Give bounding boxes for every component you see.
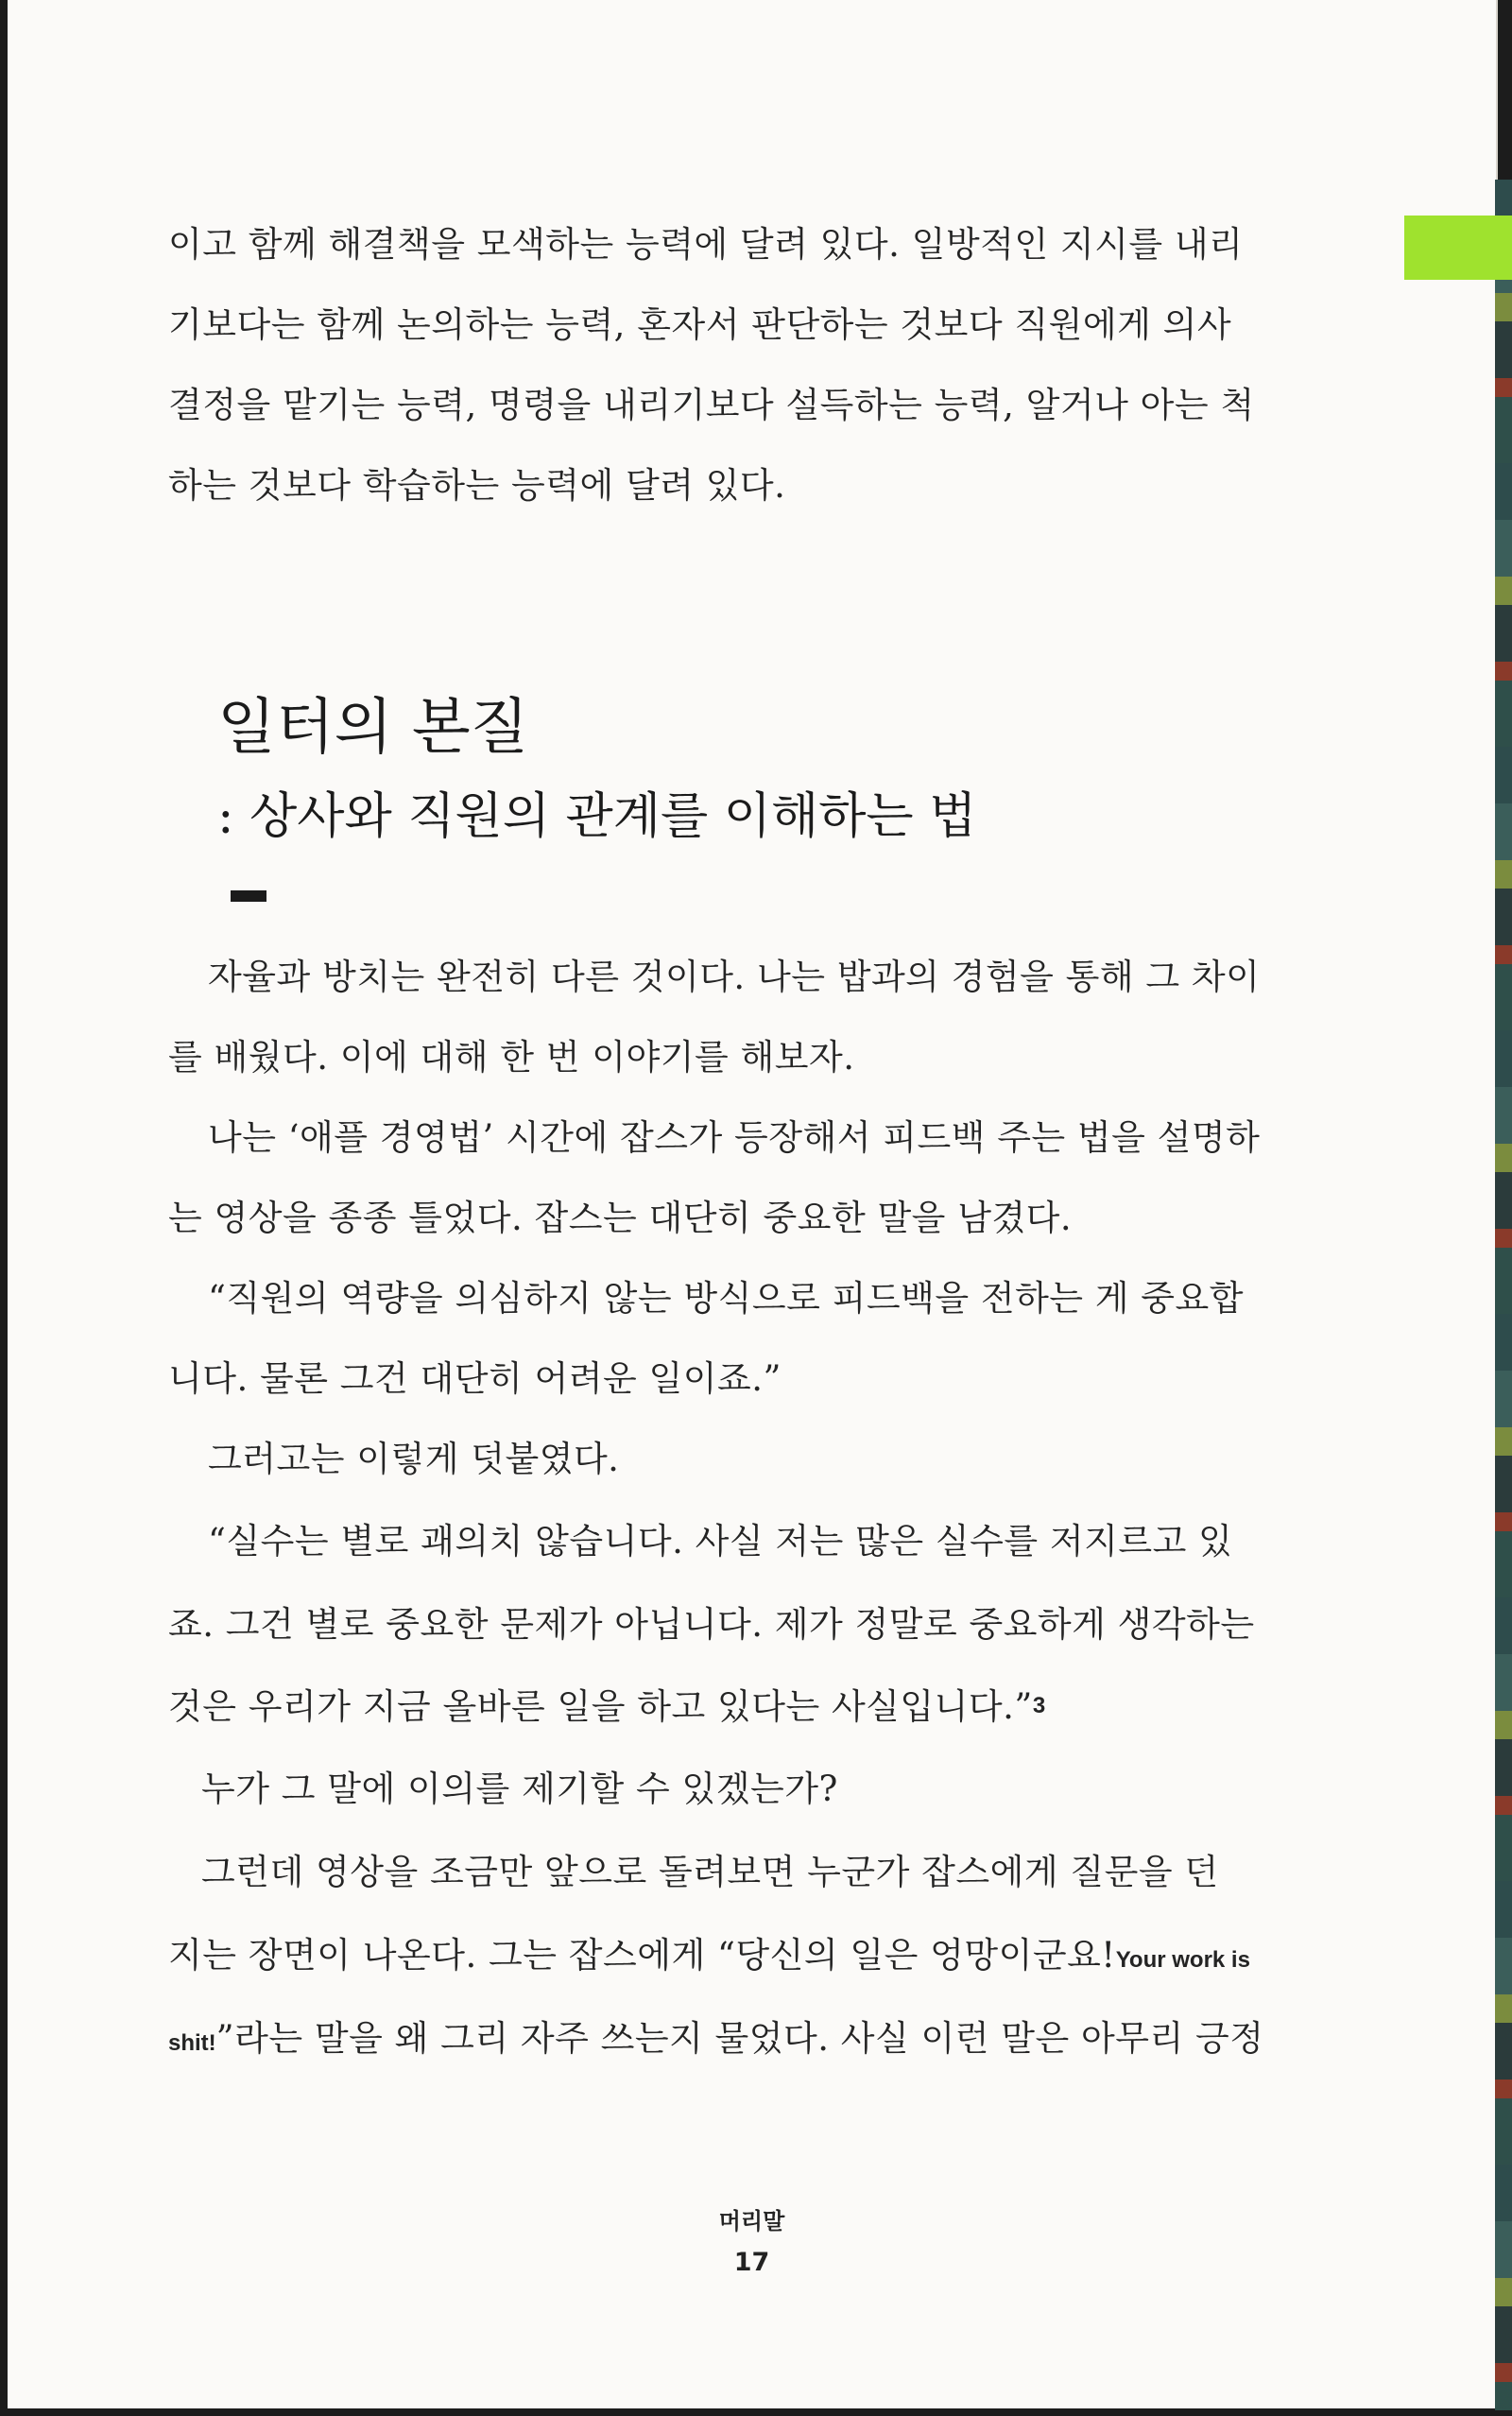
text-line: 이고 함께 해결책을 모색하는 능력에 달려 있다. 일방적인 지시를 내리 [168, 224, 1244, 265]
text-line: 를 배웠다. 이에 대해 한 번 이야기를 해보자. [168, 1037, 855, 1078]
book-page [8, 0, 1498, 2408]
running-footer: 머리말 [718, 2208, 785, 2235]
text-line: 죠. 그건 별로 중요한 문제가 아닙니다. 제가 정말로 중요하게 생각하는 [168, 1604, 1255, 1645]
page-number: 17 [733, 2248, 770, 2277]
text-line: 니다. 물론 그건 대단히 어려운 일이죠.” [168, 1358, 782, 1399]
text-line: 하는 것보다 학습하는 능력에 달려 있다. [168, 465, 786, 506]
text-segment: 것은 우리가 지금 올바른 일을 하고 있다는 사실입니다.” [168, 1686, 1033, 1727]
text-line: 그런데 영상을 조금만 앞으로 돌려보면 누군가 잡스에게 질문을 던 [201, 1852, 1219, 1892]
text-line: “실수는 별로 괘의치 않습니다. 사실 저는 많은 실수를 저지르고 있 [208, 1521, 1233, 1562]
heading-divider [231, 890, 266, 902]
text-line: 그러고는 이렇게 덧붙였다. [208, 1439, 620, 1479]
text-segment: ”라는 말을 왜 그리 자주 쓰는지 물었다. 사실 이런 말은 아무리 긍정 [215, 2018, 1264, 2059]
text-line: 자율과 방치는 완전히 다른 것이다. 나는 밥과의 경험을 통해 그 차이 [208, 957, 1261, 997]
book-edge [1495, 180, 1512, 2410]
footnote-reference: 3 [1032, 1693, 1046, 1718]
text-line: 누가 그 말에 이의를 제기할 수 있겠는가? [201, 1769, 838, 1809]
text-segment: 지는 장면이 나온다. 그는 잡스에게 “당신의 일은 엉망이군요! [168, 1935, 1116, 1976]
text-line [168, 2018, 1302, 2059]
text-line: 나는 ‘애플 경영법’ 시간에 잡스가 등장해서 피드백 주는 법을 설명하 [208, 1117, 1261, 1158]
text-line: “직원의 역량을 의심하지 않는 방식으로 피드백을 전하는 게 중요합 [208, 1278, 1245, 1319]
text-line: 결정을 맡기는 능력, 명령을 내리기보다 설득하는 능력, 알거나 아는 척 [168, 385, 1255, 425]
sticky-note-tab [1404, 216, 1512, 280]
text-line [168, 1686, 1302, 1727]
text-line: 기보다는 함께 논의하는 능력, 혼자서 판단하는 것보다 직원에게 의사 [168, 304, 1232, 345]
text-line [168, 1935, 1302, 1976]
english-phrase: Your work is [1115, 1947, 1250, 1973]
english-phrase: shit! [168, 2030, 216, 2056]
section-subtitle: : 상사와 직원의 관계를 이해하는 법 [217, 788, 977, 845]
text-line: 는 영상을 종종 틀었다. 잡스는 대단히 중요한 말을 남겼다. [168, 1198, 1073, 1238]
section-title: 일터의 본질 [217, 693, 529, 763]
